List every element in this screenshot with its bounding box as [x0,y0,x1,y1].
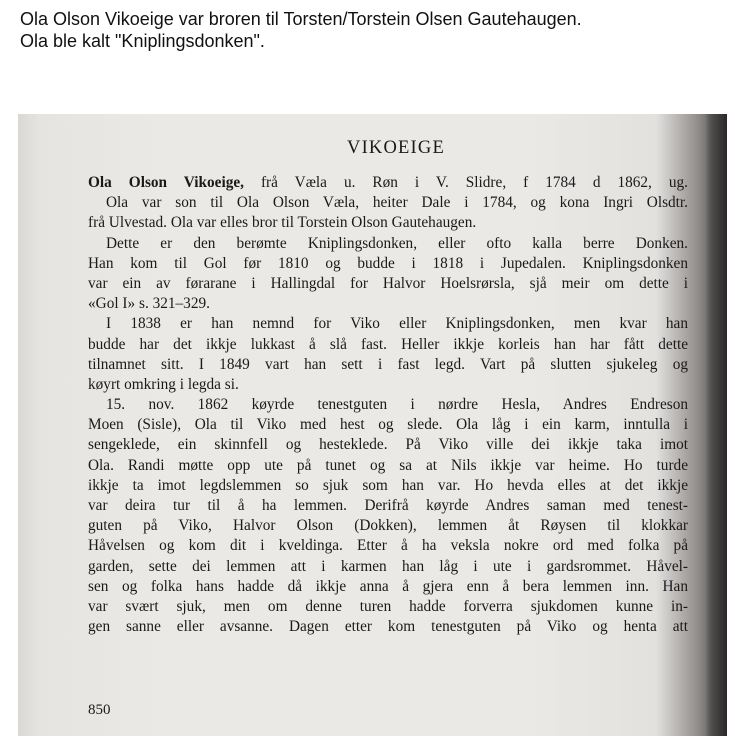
text-line: tilnamnet sitt. I 1849 vart han sett i fast legd. Vart på slutten sjukeleg og [88,355,688,373]
text-line: guten på Viko, Halvor Olson (Dokken), lemmen åt Røysen til klokkar [88,517,688,535]
page-number: 850 [88,702,111,718]
caption-line-1: Ola Olson Vikoeige var broren til Torsten/Torstein Olsen Gautehaugen. [20,9,582,29]
scanned-book-page [18,114,727,736]
text-line: Moen (Sisle), Ola til Viko med hest og slede. Ola låg i ein karm, inntulla i [88,416,688,434]
entry-name: Ola Olson Vikoeige, [88,174,244,191]
text-line: ikkje ta imot legdslemmen so sjuk som han var. Ho hevda elles at det ikkje [88,476,688,494]
text-line: Dette er den berømte Kniplingsdonken, eller ofto kalla berre Donken. [106,234,688,252]
text-line: garden, sette dei lemmen att i karmen han låg i ute i gardsrommet. Håvel- [88,557,688,575]
page-heading: VIKOEIGE [347,138,445,158]
text-line: frå Ulvestad. Ola var elles bror til Torstein Olson Gautehaugen. [88,214,477,232]
text-line: Han kom til Gol før 1810 og budde i 1818 i Jupedalen. Kniplingsdonken [88,254,688,272]
page-body [88,173,688,637]
text-line: gen sanne eller avsanne. Dagen etter kom tenestguten på Viko og henta att [88,618,688,636]
entry-details: frå Væla u. Røn i V. Slidre, f 1784 d 1862, ug. [243,174,688,191]
text-line: budde har det ikkje lukkast å slå fast. Heller ikkje korleis han har fått dette [88,335,688,353]
text-line: sen og folka hans hadde då ikkje anna å gjera enn å bera lemmen inn. Han [88,577,688,595]
entry-header-line [88,173,688,193]
text-line: sengeklede, ein skinnfell og hesteklede. På Viko ville dei ikkje taka imot [88,436,688,454]
text-line: I 1838 er han nemnd for Viko eller Kniplingsdonken, men kvar han [106,315,688,333]
text-line: var ein av førarane i Hallingdal for Halvor Hoelsrørsla, sjå meir om dette i [88,274,688,292]
text-line: Ola. Randi møtte opp ute på tunet og sa at Nils ikkje var heime. Ho turde [88,456,688,474]
text-line: 15. nov. 1862 køyrde tenestguten i nørdre Hesla, Andres Endreson [106,396,688,414]
caption-line-2: Ola ble kalt "Kniplingsdonken". [20,31,265,51]
text-line: Håvelsen og kom dit i kveldinga. Etter å ha veksla nokre ord med folka på [88,537,688,555]
text-line: var deira tur til å ha lemmen. Derifrå køyrde Andres saman med tenest- [88,497,688,514]
page-content [88,138,688,718]
book-gutter-shadow [705,114,727,736]
text-line: var svært sjuk, men om denne turen hadde forverra sjukdomen kunne in- [88,597,688,615]
text-line: køyrt omkring i legda si. [88,375,239,393]
caption [20,8,582,52]
text-line: «Gol I» s. 321–329. [88,295,210,313]
text-line: Ola var son til Ola Olson Væla, heiter Dale i 1784, og kona Ingri Olsdtr. [106,194,688,212]
